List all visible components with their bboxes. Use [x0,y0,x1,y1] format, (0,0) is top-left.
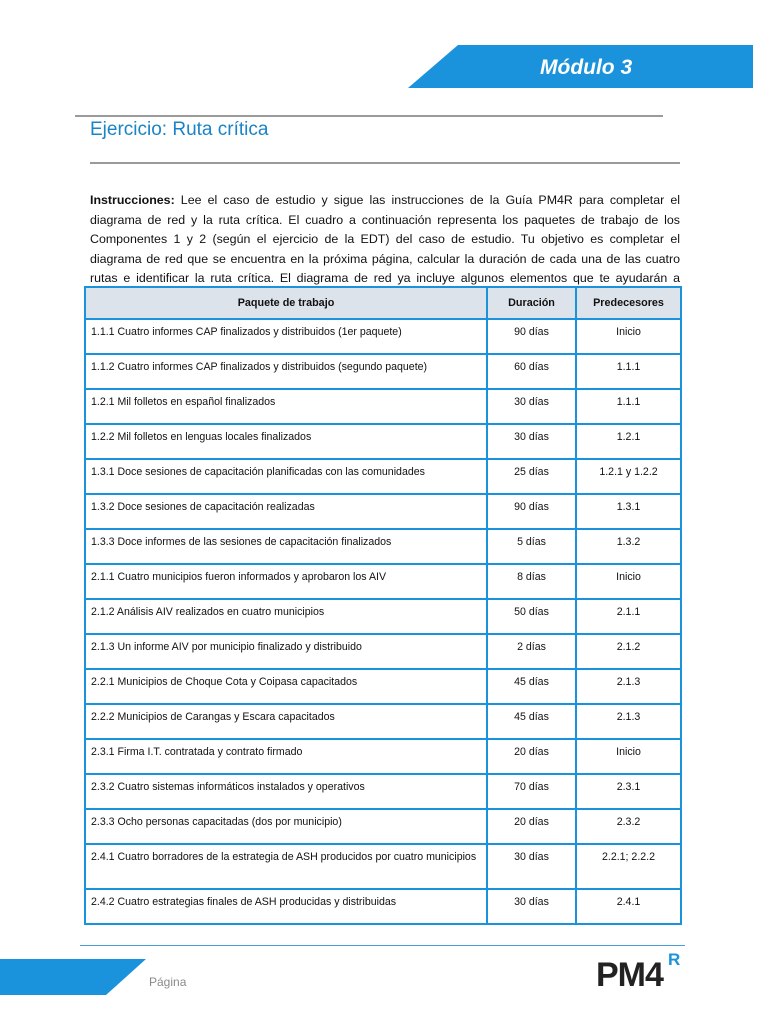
cell-duration: 2 días [487,634,576,669]
cell-duration: 8 días [487,564,576,599]
cell-predecessors: 1.3.2 [576,529,681,564]
table-row [85,704,681,739]
cell-duration: 70 días [487,774,576,809]
cell-duration: 30 días [487,844,576,889]
table-row [85,634,681,669]
header-predecessors: Predecesores [576,287,681,319]
cell-predecessors: 2.1.1 [576,599,681,634]
cell-work-package: 2.1.1 Cuatro municipios fueron informados y aprobaron los AIV [85,564,487,599]
cell-duration: 90 días [487,319,576,354]
cell-duration: 30 días [487,389,576,424]
table-row [85,564,681,599]
cell-work-package: 1.2.1 Mil folletos en español finalizados [85,389,487,424]
table-row [85,319,681,354]
cell-work-package: 2.1.3 Un informe AIV por municipio finalizado y distribuido [85,634,487,669]
cell-predecessors: 2.1.3 [576,704,681,739]
cell-predecessors: 1.1.1 [576,389,681,424]
cell-duration: 30 días [487,889,576,924]
table-row [85,774,681,809]
table-header-row [85,287,681,319]
title-divider [90,162,680,164]
header-duration: Duración [487,287,576,319]
cell-predecessors: Inicio [576,564,681,599]
cell-duration: 25 días [487,459,576,494]
cell-predecessors: 2.3.1 [576,774,681,809]
footer-banner [0,959,146,995]
cell-duration: 45 días [487,704,576,739]
table-row [85,459,681,494]
cell-duration: 20 días [487,809,576,844]
header-work-package: Paquete de trabajo [85,287,487,319]
cell-predecessors: 1.1.1 [576,354,681,389]
cell-duration: 45 días [487,669,576,704]
cell-duration: 90 días [487,494,576,529]
table-row [85,844,681,889]
table-row [85,669,681,704]
cell-work-package: 2.2.2 Municipios de Carangas y Escara capacitados [85,704,487,739]
cell-duration: 60 días [487,354,576,389]
cell-predecessors: 1.3.1 [576,494,681,529]
table-row [85,389,681,424]
logo-superscript: R [668,950,681,969]
table-row [85,424,681,459]
cell-work-package: 1.1.2 Cuatro informes CAP finalizados y distribuidos (segundo paquete) [85,354,487,389]
cell-work-package: 1.1.1 Cuatro informes CAP finalizados y distribuidos (1er paquete) [85,319,487,354]
table-row [85,354,681,389]
cell-predecessors: 2.1.2 [576,634,681,669]
cell-predecessors: Inicio [576,739,681,774]
work-package-table [84,286,682,925]
module-title: Módulo 3 [540,56,633,79]
table-row [85,809,681,844]
cell-duration: 5 días [487,529,576,564]
cell-work-package: 2.2.1 Municipios de Choque Cota y Coipasa capacitados [85,669,487,704]
table-row [85,599,681,634]
instructions-label: Instrucciones: [90,193,175,207]
cell-predecessors: Inicio [576,319,681,354]
cell-predecessors: 1.2.1 y 1.2.2 [576,459,681,494]
instructions-text: Lee el caso de estudio y sigue las instrucciones de la Guía PM4R para completar el diagrama de red y la ruta crítica. El cuadro a continuación representa los paquetes de trabajo de los Componentes 1 y 2 (según el ejercicio de la EDT) del caso de estudio. Tu objetivo es completar el diagrama de red que se encuentra en la próxima página, calcular la duración de cada una de las cuatro rutas e identificar la ruta crítica. El diagrama de red ya incluye algunos elementos que te ayudarán a [90,193,680,286]
cell-work-package: 2.3.1 Firma I.T. contratada y contrato firmado [85,739,487,774]
cell-work-package: 2.3.3 Ocho personas capacitadas (dos por municipio) [85,809,487,844]
cell-work-package: 1.2.2 Mil folletos en lenguas locales finalizados [85,424,487,459]
top-divider [75,115,663,117]
cell-work-package: 2.4.1 Cuatro borradores de la estrategia de ASH producidos por cuatro municipios [85,844,487,889]
cell-work-package: 2.1.2 Análisis AIV realizados en cuatro municipios [85,599,487,634]
table-row [85,529,681,564]
cell-predecessors: 1.2.1 [576,424,681,459]
cell-predecessors: 2.3.2 [576,809,681,844]
footer-divider [80,945,685,946]
page-label: Página [149,975,187,989]
table-row [85,739,681,774]
cell-work-package: 1.3.1 Doce sesiones de capacitación planificadas con las comunidades [85,459,487,494]
cell-work-package: 1.3.2 Doce sesiones de capacitación realizadas [85,494,487,529]
table-row [85,889,681,924]
cell-duration: 30 días [487,424,576,459]
cell-predecessors: 2.2.1; 2.2.2 [576,844,681,889]
cell-work-package: 1.3.3 Doce informes de las sesiones de capacitación finalizados [85,529,487,564]
cell-predecessors: 2.1.3 [576,669,681,704]
cell-duration: 50 días [487,599,576,634]
cell-duration: 20 días [487,739,576,774]
page-title: Ejercicio: Ruta crítica [90,119,269,140]
cell-work-package: 2.3.2 Cuatro sistemas informáticos instalados y operativos [85,774,487,809]
table-row [85,494,681,529]
logo-text: PM4 [596,956,663,994]
pm4r-logo [596,950,681,995]
cell-work-package: 2.4.2 Cuatro estrategias finales de ASH producidas y distribuidas [85,889,487,924]
cell-predecessors: 2.4.1 [576,889,681,924]
